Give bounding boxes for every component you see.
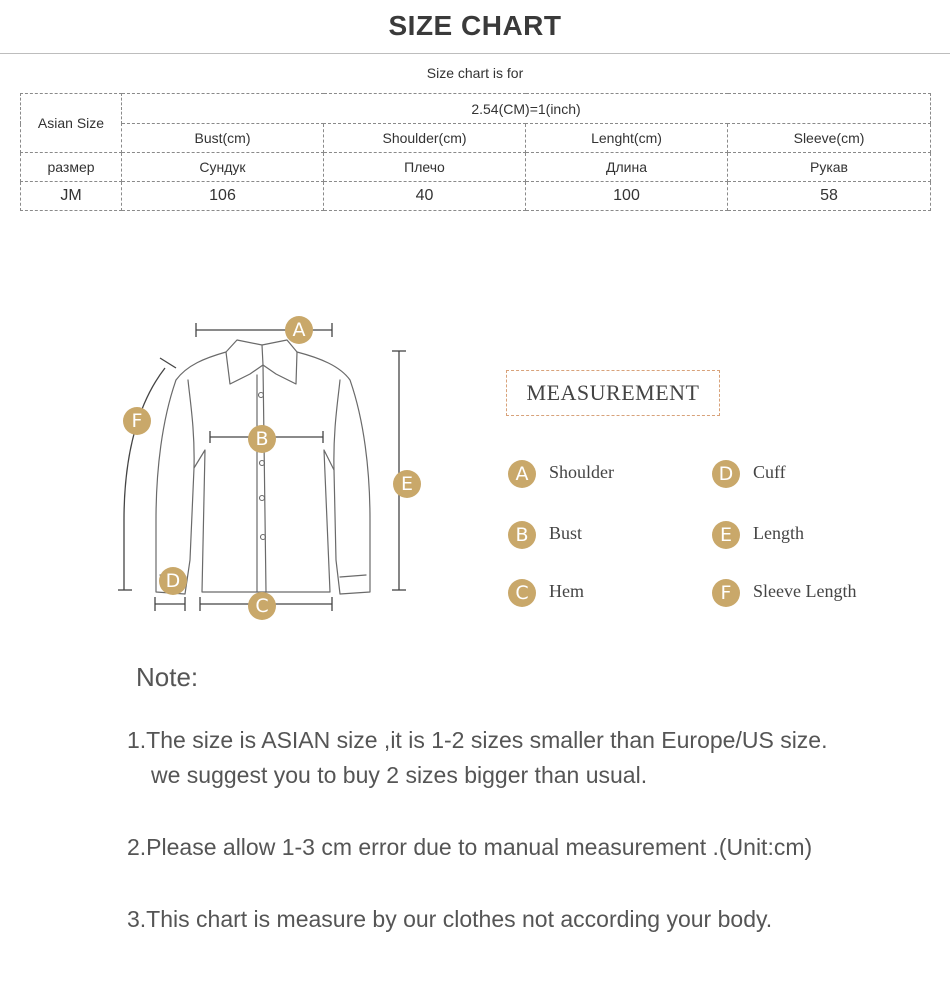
russian-header-sleeve: Рукав bbox=[728, 153, 931, 182]
measurement-title: MEASUREMENT bbox=[506, 370, 720, 416]
marker-e-length: E bbox=[393, 470, 421, 498]
russian-header-length: Длина bbox=[526, 153, 728, 182]
header-bust: Bust(cm) bbox=[122, 124, 324, 153]
marker-a-shoulder: A bbox=[285, 316, 313, 344]
legend-label: Length bbox=[753, 523, 804, 543]
legend-marker: C bbox=[508, 579, 536, 607]
legend-label: Sleeve Length bbox=[753, 581, 857, 601]
legend-marker: A bbox=[508, 460, 536, 488]
header-shoulder: Shoulder(cm) bbox=[324, 124, 526, 153]
note-1: 1.The size is ASIAN size ,it is 1-2 sizes smaller than Europe/US size. bbox=[127, 727, 828, 753]
legend-label: Bust bbox=[549, 523, 583, 543]
header-sleeve: Sleeve(cm) bbox=[728, 124, 931, 153]
legend-marker: B bbox=[508, 521, 536, 549]
marker-f-sleeve: F bbox=[123, 407, 151, 435]
legend-label: Cuff bbox=[753, 462, 786, 482]
size-cell: JM bbox=[21, 182, 122, 211]
marker-c-hem: C bbox=[248, 592, 276, 620]
russian-header-shoulder: Плечо bbox=[324, 153, 526, 182]
asian-size-label: Asian Size bbox=[21, 94, 122, 153]
bust-value: 106 bbox=[122, 182, 324, 211]
shoulder-value: 40 bbox=[324, 182, 526, 211]
legend-label: Hem bbox=[549, 581, 584, 601]
russian-header-bust: Сундук bbox=[122, 153, 324, 182]
note-1-continued: we suggest you to buy 2 sizes bigger than usual. bbox=[151, 762, 648, 788]
conversion-note: 2.54(CM)=1(inch) bbox=[122, 94, 931, 124]
marker-b-bust: B bbox=[248, 425, 276, 453]
note-2: 2.Please allow 1-3 cm error due to manual measurement .(Unit:cm) bbox=[127, 834, 813, 860]
page-title: SIZE CHART bbox=[388, 10, 562, 41]
header-length: Lenght(cm) bbox=[526, 124, 728, 153]
length-value: 100 bbox=[526, 182, 728, 211]
legend-label: Shoulder bbox=[549, 462, 614, 482]
note-3: 3.This chart is measure by our clothes not according your body. bbox=[127, 906, 773, 932]
legend-marker: D bbox=[712, 460, 740, 488]
notes-title: Note: bbox=[136, 662, 199, 692]
marker-d-cuff: D bbox=[159, 567, 187, 595]
legend-marker: E bbox=[712, 521, 740, 549]
legend-marker: F bbox=[712, 579, 740, 607]
chart-subtitle: Size chart is for bbox=[426, 65, 524, 81]
sleeve-value: 58 bbox=[728, 182, 931, 211]
russian-size-label: размер bbox=[21, 153, 122, 182]
